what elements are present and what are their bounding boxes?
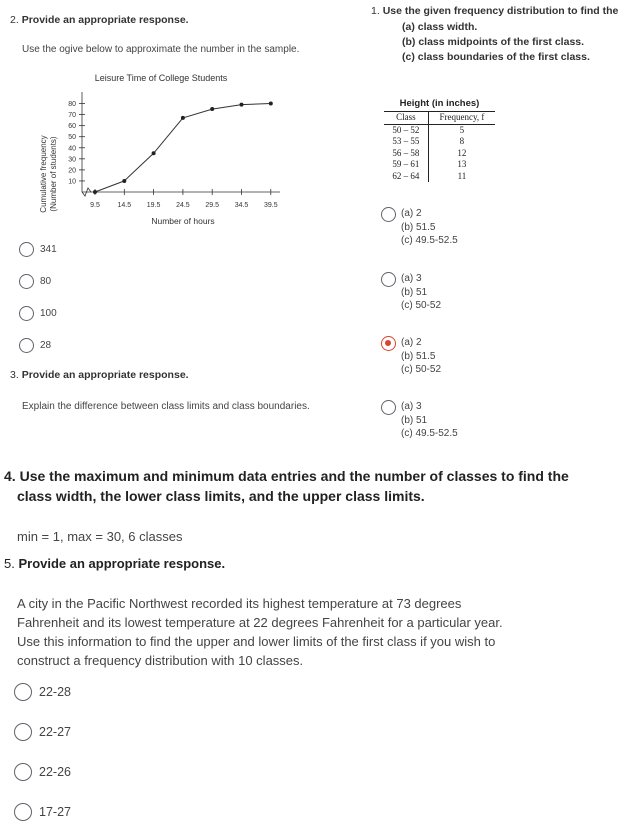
chart-xlabel: Number of hours	[151, 216, 215, 226]
q5-option-1-label: 22-28	[39, 685, 71, 699]
q5-option-3-label: 22-26	[39, 765, 71, 779]
q5-body: A city in the Pacific Northwest recorded its highest temperature at 73 degrees Fahrenheit and its lowest temperature at 22 degrees Fahrenheit for a particular year. Use this information to find the upper and lower limits of the first class if you wish to construct a frequency distribution with 10 classes.	[17, 596, 503, 668]
ogive-point	[269, 102, 273, 106]
y-tick-label: 40	[68, 145, 76, 153]
q5-heading: 5. Provide an appropriate response.	[4, 556, 226, 571]
freq-cell: 8	[459, 136, 465, 146]
table-row	[384, 124, 495, 136]
freq-cell: 12	[457, 147, 467, 158]
q1-option-1-label: (a) 2 (b) 51.5 (c) 49.5-52.5	[401, 208, 458, 246]
q1-part-c: (c) class boundaries of the first class.	[402, 51, 590, 63]
ogive-point	[181, 116, 185, 120]
q2-option-1-radio[interactable]	[19, 242, 34, 257]
chart-title: Leisure Time of College Students	[94, 73, 228, 83]
q5-option-4-label: 17-27	[39, 805, 71, 819]
freq-cell: 5	[459, 124, 465, 135]
q2-option-1-label: 341	[40, 244, 57, 255]
q2-option-3-label: 100	[40, 308, 57, 319]
q2-option-4-label: 28	[40, 340, 52, 351]
q2-prompt: Use the ogive below to approximate the number in the sample.	[22, 44, 300, 55]
x-tick-label: 34.5	[234, 202, 249, 209]
q2-heading: 2. Provide an appropriate response.	[10, 14, 189, 26]
q4-given: min = 1, max = 30, 6 classes	[17, 529, 183, 544]
x-tick-label: 29.5	[205, 202, 220, 209]
x-tick-label: 14.5	[117, 202, 132, 209]
y-tick-label: 50	[68, 134, 76, 142]
class-cell: 50 – 52	[384, 124, 428, 136]
q2-option-2-label: 80	[40, 276, 52, 287]
q5-option-2-radio[interactable]	[14, 723, 32, 741]
table-row	[384, 171, 495, 183]
q1-part-b: (b) class midpoints of the first class.	[402, 36, 585, 48]
table-row	[384, 136, 495, 148]
q1-option-4-radio[interactable]	[381, 400, 396, 415]
q5-option-4-radio[interactable]	[14, 803, 32, 821]
freq-cell: 11	[457, 170, 467, 181]
q5-option-1-radio[interactable]	[14, 683, 32, 701]
x-tick-label: 19.5	[146, 202, 161, 209]
table-body	[384, 112, 495, 182]
x-tick-label: 9.5	[90, 202, 100, 209]
y-tick-label: 80	[68, 101, 76, 109]
col-header-frequency: Frequency, f	[428, 112, 495, 124]
q2-option-4-radio[interactable]	[19, 338, 34, 353]
frequency-table	[384, 98, 495, 182]
chart-ylabel-1: Cumulative frequency	[39, 135, 48, 213]
q4-heading-line-2: class width, the lower class limits, and the upper class limits.	[17, 488, 425, 504]
q1-option-2-label: (a) 3 (b) 51 (c) 50-52	[401, 273, 442, 311]
class-cell: 56 – 58	[384, 148, 428, 160]
q2-option-3-radio[interactable]	[19, 306, 34, 321]
col-header-class: Class	[384, 112, 428, 124]
ogive-point	[122, 179, 126, 183]
table-title: Height (in inches)	[384, 98, 495, 112]
q1-option-3-label: (a) 2 (b) 51.5 (c) 50-52	[401, 337, 442, 375]
chart-ylabel-2: (Number of students)	[49, 136, 58, 212]
q1-option-4-label: (a) 3 (b) 51 (c) 49.5-52.5	[401, 401, 458, 439]
class-cell: 62 – 64	[384, 171, 428, 183]
ogive-point	[240, 103, 244, 107]
q2-option-2-radio[interactable]	[19, 274, 34, 289]
y-tick-label: 60	[68, 123, 76, 131]
q5-option-3-radio[interactable]	[14, 763, 32, 781]
y-tick-label: 20	[68, 167, 76, 175]
q3-heading: 3. Provide an appropriate response.	[10, 369, 189, 381]
freq-cell: 13	[457, 159, 467, 169]
ogive-point	[152, 151, 156, 155]
q1-heading: 1. Use the given frequency distribution to find the	[371, 5, 619, 17]
y-tick-label: 70	[68, 112, 76, 120]
class-cell: 53 – 55	[384, 136, 428, 148]
q5-option-2-label: 22-27	[39, 725, 71, 739]
ogive-chart	[0, 64, 330, 234]
y-tick-label: 30	[68, 156, 76, 164]
q4-heading-line-1: 4. Use the maximum and minimum data entries and the number of classes to find the	[4, 468, 569, 484]
q1-option-1-radio[interactable]	[381, 207, 396, 222]
x-tick-label: 24.5	[176, 202, 190, 209]
table-row	[384, 159, 495, 171]
q1-option-2-radio[interactable]	[381, 272, 396, 287]
q1-option-3-radio-selected[interactable]	[381, 336, 396, 351]
x-tick-label: 39.5	[263, 202, 278, 209]
q1-part-a: (a) class width.	[402, 21, 478, 33]
class-cell: 59 – 61	[384, 159, 428, 171]
table-row	[384, 148, 495, 160]
ogive-point	[210, 107, 214, 111]
q3-prompt: Explain the difference between class limits and class boundaries.	[22, 401, 310, 412]
y-tick-label: 10	[68, 178, 76, 186]
ogive-point	[93, 190, 97, 194]
